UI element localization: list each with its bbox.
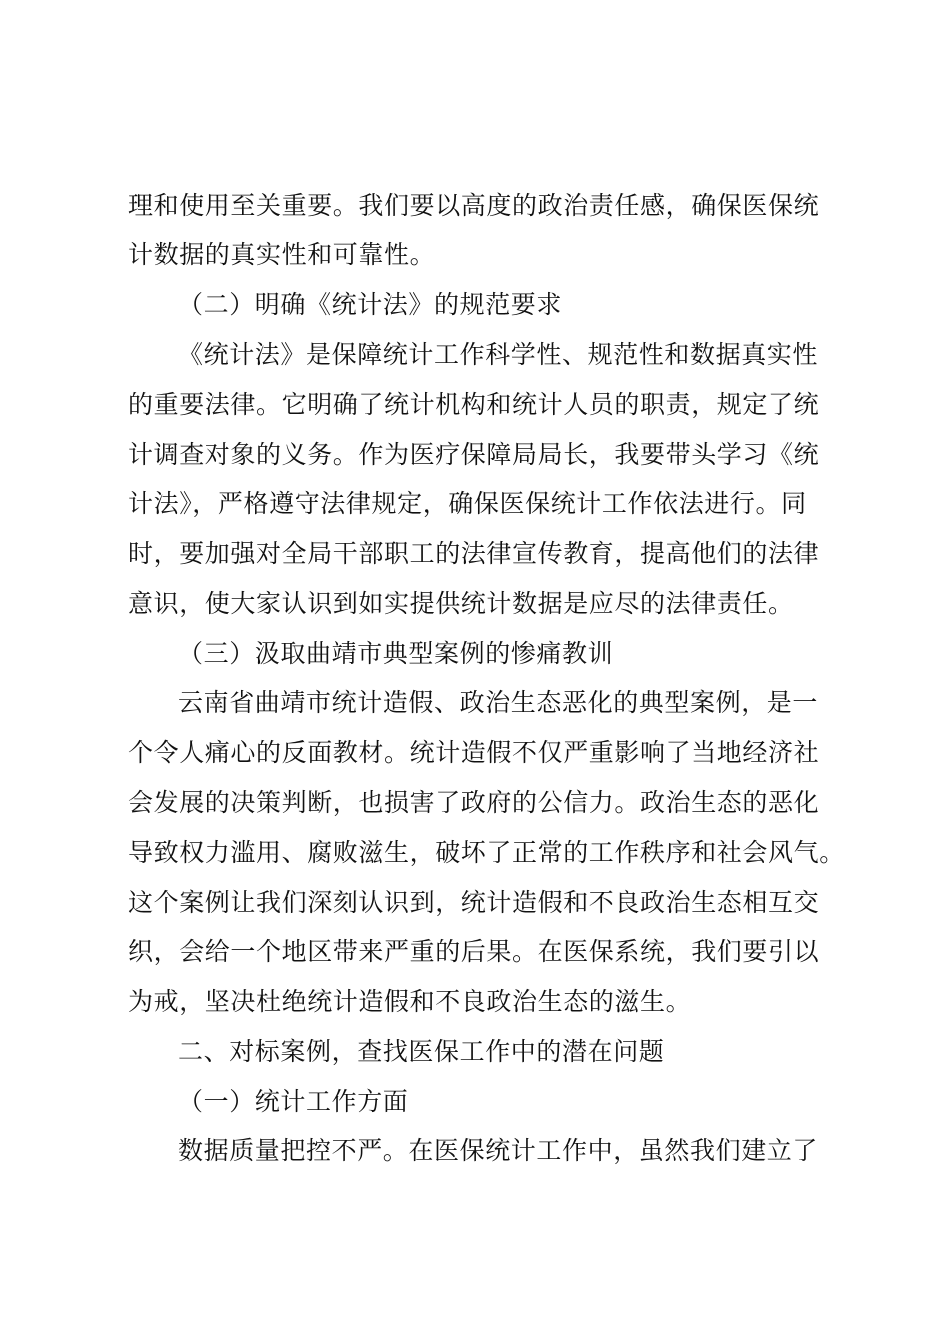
paragraph-line: 导致权力滥用、腐败滋生，破坏了正常的工作秩序和社会风气。 — [128, 838, 845, 867]
paragraph-line: 计数据的真实性和可靠性。 — [128, 240, 436, 269]
section-heading: （三）汲取曲靖市典型案例的惨痛教训 — [178, 639, 614, 668]
section-heading: 二、对标案例，查找医保工作中的潜在问题 — [178, 1037, 665, 1066]
paragraph-line: 计调查对象的义务。作为医疗保障局局长，我要带头学习《统 — [128, 440, 820, 469]
paragraph-line: 个令人痛心的反面教材。统计造假不仅严重影响了当地经济社 — [128, 738, 820, 767]
paragraph-line: 为戒，坚决杜绝统计造假和不良政治生态的滋生。 — [128, 987, 692, 1016]
section-heading: （二）明确《统计法》的规范要求 — [178, 290, 563, 319]
paragraph-line: 云南省曲靖市统计造假、政治生态恶化的典型案例，是一 — [178, 688, 819, 717]
paragraph-line: 这个案例让我们深刻认识到，统计造假和不良政治生态相互交 — [128, 888, 820, 917]
paragraph-line: 数据质量把控不严。在医保统计工作中，虽然我们建立了 — [178, 1136, 819, 1165]
paragraph-line: 意识，使大家认识到如实提供统计数据是应尽的法律责任。 — [128, 589, 794, 618]
paragraph-line: 时，要加强对全局干部职工的法律宣传教育，提高他们的法律 — [128, 539, 820, 568]
subsection-heading: （一）统计工作方面 — [178, 1087, 409, 1116]
paragraph-line: 《统计法》是保障统计工作科学性、规范性和数据真实性 — [178, 340, 819, 369]
paragraph-line: 织，会给一个地区带来严重的后果。在医保系统，我们要引以 — [128, 937, 820, 966]
paragraph-line: 的重要法律。它明确了统计机构和统计人员的职责，规定了统 — [128, 390, 820, 419]
paragraph-line: 理和使用至关重要。我们要以高度的政治责任感，确保医保统 — [128, 191, 820, 220]
paragraph-line: 会发展的决策判断，也损害了政府的公信力。政治生态的恶化 — [128, 788, 820, 817]
paragraph-line: 计法》，严格遵守法律规定，确保医保统计工作依法进行。同 — [128, 489, 807, 518]
